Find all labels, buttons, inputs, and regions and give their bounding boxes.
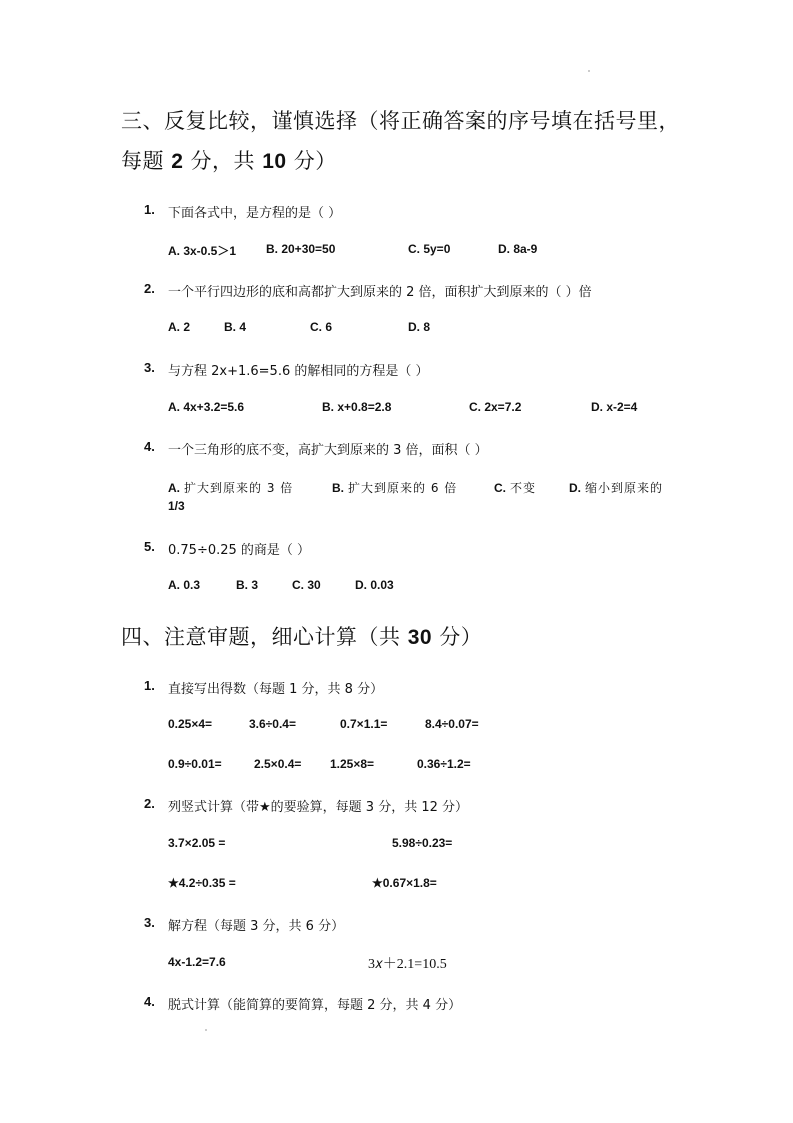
option-c: C. 不变 <box>494 481 537 495</box>
option-a: A. 扩大到原来的 3 倍 <box>168 481 294 495</box>
option-a: A. 2 <box>168 320 191 334</box>
option-c: C. 6 <box>310 320 333 334</box>
option-b: B. 3 <box>236 578 259 592</box>
option-a: A. 4x+3.2=5.6 <box>168 400 245 414</box>
option-d: D. 0.03 <box>355 578 394 592</box>
calc-item: 1.25×8= <box>330 757 375 771</box>
question-number: 5. <box>144 539 155 554</box>
section-3-title-line1: 三、反复比较，谨慎选择（将正确答案的序号填在括号里， <box>121 109 680 133</box>
scan-speck <box>205 1029 207 1031</box>
option-d: D. 8 <box>408 320 431 334</box>
calc-item-starred: ★0.67×1.8= <box>372 876 437 890</box>
calc-item: 0.9÷0.01= <box>168 757 222 771</box>
option-d: D. x-2=4 <box>591 400 638 414</box>
calc-item: 0.7×1.1= <box>340 717 388 731</box>
question-text: 脱式计算（能简算的要简算，每题 2 分，共 4 分） <box>168 998 462 1013</box>
option-b: B. 4 <box>224 320 247 334</box>
section-4-title: 四、注意审题，细心计算（共 30 分） <box>121 625 483 649</box>
question-text: 下面各式中，是方程的是（ ） <box>168 206 342 221</box>
question-number: 1. <box>144 202 155 217</box>
calc-item: 8.4÷0.07= <box>425 717 479 731</box>
calc-item: 0.36÷1.2= <box>417 757 471 771</box>
question-text: 列竖式计算（带★的要验算，每题 3 分，共 12 分） <box>168 800 468 815</box>
question-text: 解方程（每题 3 分，共 6 分） <box>168 919 345 934</box>
question-number: 4. <box>144 994 155 1009</box>
question-number: 2. <box>144 281 155 296</box>
question-number: 2. <box>144 796 155 811</box>
question-text: 与方程 2x+1.6=5.6 的解相同的方程是（ ） <box>168 364 429 379</box>
option-a: A. 3x-0.5＞1 <box>168 244 237 258</box>
question-number: 1. <box>144 678 155 693</box>
option-a: A. 0.3 <box>168 578 201 592</box>
option-c: C. 30 <box>292 578 321 592</box>
option-b: B. 扩大到原来的 6 倍 <box>332 481 458 495</box>
question-text: 一个平行四边形的底和高都扩大到原来的 2 倍，面积扩大到原来的（ ）倍 <box>168 285 592 300</box>
scan-speck <box>588 70 590 72</box>
calc-item: 3.6÷0.4= <box>249 717 296 731</box>
option-d: D. 缩小到原来的 <box>569 481 664 495</box>
calc-item: 3.7×2.05 = <box>168 836 226 850</box>
option-d-wrap: 1/3 <box>168 499 185 513</box>
calc-item: 2.5×0.4= <box>254 757 302 771</box>
question-text: 一个三角形的底不变，高扩大到原来的 3 倍，面积（ ） <box>168 443 488 458</box>
question-number: 3. <box>144 915 155 930</box>
calc-item: 5.98÷0.23= <box>392 836 453 850</box>
question-number: 3. <box>144 360 155 375</box>
calc-item-starred: ★4.2÷0.35 = <box>168 876 236 890</box>
question-number: 4. <box>144 439 155 454</box>
section-3-title-line2: 每题 2 分，共 10 分） <box>121 149 337 173</box>
question-text: 直接写出得数（每题 1 分，共 8 分） <box>168 682 384 697</box>
option-b: B. 20+30=50 <box>266 242 336 256</box>
equation: 3𝑥＋2.1=10.5 <box>368 957 447 972</box>
question-text: 0.75÷0.25 的商是（ ） <box>168 543 311 558</box>
option-d: D. 8a-9 <box>498 242 538 256</box>
option-b: B. x+0.8=2.8 <box>322 400 392 414</box>
option-c: C. 5y=0 <box>408 242 451 256</box>
calc-item: 0.25×4= <box>168 717 213 731</box>
option-c: C. 2x=7.2 <box>469 400 522 414</box>
equation: 4x-1.2=7.6 <box>168 955 226 969</box>
